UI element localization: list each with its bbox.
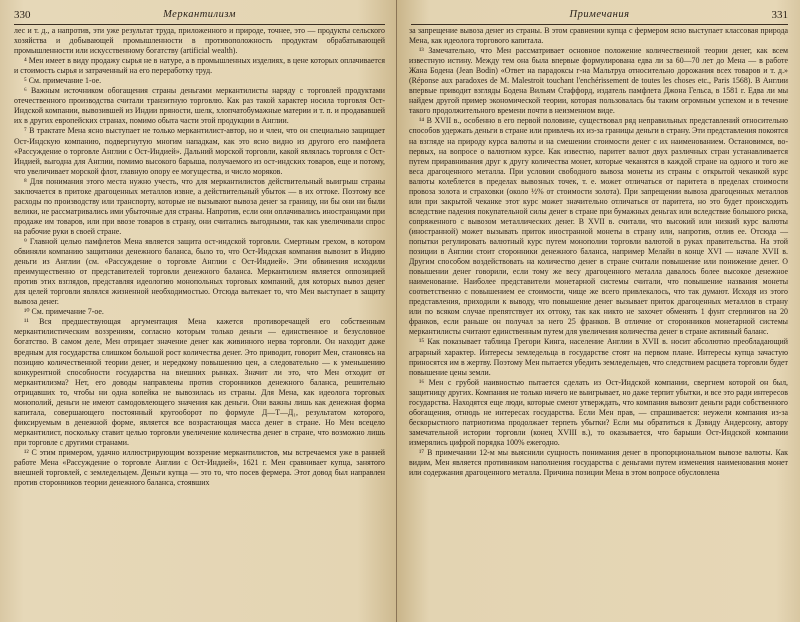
footnote-paragraph: ¹⁴ В XVII в., особенно в его первой половине, существовал ряд неправильных представлений относительно способов удержать деньги в стране или привлечь их из-за границы деньги в страну. Эти представления покоятся на взгляде на природу курса валюты и на смешении стоимости денег с их наименованием. Остановимся, во-первых, на вопросе о валютном курсе. Как известно, паритет валют двух различных стран устанавливается путем приравнивания друг к другу количества монет, которые чеканятся в каждой стране на одного и того же веса драгоценного металла. При условии свободного вывоза монеты из страны с открытой чеканкой курс валюты колеблется в пределах вывозных точек, т. е. может отличаться от паритета в пределах стоимости провоза золота и страховки (около ½% от стоимости золота). При запрещении вывоза драгоценных металлов или при закрытой чеканке этот курс может значительно отличаться от паритета, но это будет происходить вследствие падения покупательной силы денег в стране при бумажных деньгах или вследствие большого риска, сопряженного с вывозом металлических денег. В XVII в. считали, что высокий или низкий курс валюты (иностранной) может вызывать приток иностранной монеты в страну или, напротив, отлив ее. Отсюда — попытки регулировать валютный курс путем монополии торговли валютой в руках правительства. На этой позиции в Англии стоит сторонники денежного баланса, например Мелайн в конце XVI — начале XVII в. Другим способом воздействовать на количество денег в стране считали повышение или понижение денег. О повышении денег говорили, если тому же весу драгоценного металла давалось более высокое денежное наименование. Наиболее представители монетарной системы считали, что повышение названия монеты соответственно с повышением ее стоимости, чище же всего привлекалось, что так думают. Исходя из этого представления, приходили к выводу, что повышение денег вызывает приток драгоценных металлов в страну или по всяком случае препятствует их оттоку, так как никто не захочет обменять 1 фунт стерлингов на 20 франков, если раньше он получал за него 25 франков. В отличие от сторонников монетарной системы меркантилисты считают единственным путем для увеличения количества денег в стране активный баланс.: [409, 116, 788, 337]
left-running-head: [14, 8, 385, 25]
footnote-paragraph: за запрещение вывоза денег из страны. В этом сравнении купца с фермером ясно выступает классовая природа Мена, как идеолога торгового капитала.: [409, 26, 788, 46]
left-page: [0, 0, 397, 622]
footnote-paragraph: ⁹ Главной целью памфлетов Мена является защита ост-индской торговли. Смертным грехом, в котором обвиняли компанию защитники денежного баланса, было то, что Ост-Индская компания вывозит в Индию деньги из Англии (см. «Рассуждение о торговле Англии с Ост-Индией». Эти обвинения исходили преимущественно от представителей торговли денежного баланса. Меркантилизм является оппозицией против этих взглядов, представляя идеологию монопольных торговых компаний, для которых вывоз денег для целей торговли являлся жизненной необходимостью. Отсюда вытекает то, что Мен выступает в защиту вывоза денег.: [14, 236, 385, 307]
right-running-title: Примечания: [569, 9, 630, 20]
right-page: [397, 0, 800, 622]
footnote-paragraph: ⁵ См. примечание 1-ое.: [24, 76, 102, 86]
footnote-paragraph: ⁷ В трактате Мена ясно выступает не только меркантилист-автор, но и член, что он специально защищает Ост-Индскую компанию, подвергнутую многим нападкам, как это ясно видно из другого его памфлета «Рассуждение о торговле Англии с Ост-Индией». Дальний морской торговли, какой являлась торговля с Ост-Индией, выгодна для Англии, помимо высокого барыша, получаемого из ост-индских товаров, еще и потому, что увеличивает морской флот, главную опору ее могущества, и число моряков.: [14, 126, 385, 176]
footnote-paragraph: ¹¹ Вся предшествующая аргументация Мена кажется противоречащей его собственным меркантилистическим воззрениям, согласно которым только деньги — единственное и безусловное богатство. В самом деле, Мен отрицает значение денег как живинного нерва торговли. Он находит даже вредным для государства слишком большой рост количества денег. Это приводит, говорит Мен, становясь на позицию количественной теории денег, и нередкому повышению цен, а следовательно — к уменьшению конкурентной способности государства на внешних рынках. Значит ли это, что Мен отходит от меркантилизма? Нет, его доводы направлены против сторонников денежного баланса, решительно отрицавших то, чтобы ни одна копейка не вывозилась из страны. Для Мена, как идеолога торговых монополий, деньги не имеют самодовлеющего значения как деньги. Они важны лишь как денежная форма капитала, совершающего постоянный кругооборот по формуле Д—Т—Д₁, результатом которого, фиксируемым в денежной форме, является все возрастающая масса денег в стране. Но Мен всецело меркантилист, поскольку ставит целью торговли увеличение количества денег в стране, что возможно лишь при торговле с другими странами.: [14, 317, 385, 447]
footnote-paragraph: ¹² С этим примером, удачно иллюстрирующим воззрение меркантилистов, мы встречаемся уже в ранней работе Мена «Рассуждение о торговле Англии с Ост-Индией», 1621 г. Мен сравнивает купца, занятого внешней торговлей, с земледельцем. Деньги купца — это то, что посев фермера. Этот довод был направлен против сторонников теории денежного баланса, стоявших: [14, 447, 385, 488]
left-running-title: Меркантилизм: [163, 9, 236, 20]
left-page-number: 330: [14, 9, 31, 21]
footnote-paragraph: ¹⁷ В примечании 12-м мы выяснили сущность понимания денег в пропорциональном вывозе валюты. Как видим, Мен является противником наполнения государства с деньгами путем изменения наименования монет или содержания драгоценного металла. Причина позиции Мена в этом вопросе обусловлена: [409, 447, 788, 478]
right-page-number: 331: [771, 9, 788, 21]
footnote-paragraph: ¹⁶ Мен с грубой наивностью пытается сделать из Ост-Индской компании, свергнем которой он был, защитницу других. Компания не только ничего не выигрывает, но даже терпит убытки, и все это ради интересов государства. Находятся еще люди, которые смеют утверждать, что компания вывозит деньги ради собственного обогащения, отнюдь не интересах государства. Если Мен прав, — спрашивается: неужели компания из-за бескорыстного патриотизма продолжает терпеть убытки? Если мы обратиться к Дэвиду Андерсону, автору замечательной истории торговли (конец XVIII в.), то оказывается, что барыши Ост-Индской компании измерялись цифрой порядка 100% ежегодно.: [409, 377, 788, 447]
footnote-paragraph: ¹³ Замечательно, что Мен рассматривает основное положение количественной теории денег, как всем известную истину. Между тем она была впервые формулирована едва ли за 60—70 лет до Мена — в работе Жана Бодена (Jean Bodin) «Ответ на парадоксы г-на Мальтруа относительно дорожания всех товаров и т. д.» (Réponse aux paradoxes de M. Malestroit touchant l'enchérissement de toutes les choses etc., Paris 1568). В Англии впервые приводит взгляды Бодена Вильям Стаффорд, издатель памфлета Джона Гельса, в 1581 г. Едва ли мы найдем другой пример экономической теории, которая пользовалась бы таким огромным успехом и в течение такого продолжительного времени почти в неизменном виде.: [409, 46, 788, 116]
right-running-head: [411, 8, 788, 25]
footnote-paragraph: ¹⁵ Как показывает таблица Грегори Кинга, население Англии в XVII в. носит абсолютно преобладающий аграрный характер. Интересы земледельца в государстве стоят на первом плане. Интересы купца зачастую приносятся им в жертву. Поэтому Мен пытается убедить земледельцев, что следствием расцвета торговли будет повышение цены земли.: [409, 337, 788, 377]
left-body-text: [14, 26, 385, 488]
footnote-paragraph: ⁸ Для понимания этого места нужно учесть, что для меркантилистов действительный выигрыш страны заключается в притоке драгоценных металлов извне, а действительный убыток — в их оттоке. Поэтому все расходы по производству или транспорту, которые не вызывают вывоза денег за границу, ни бы они ни были велики, не рассматривались ими убыточные для страны. Напротив, если они оплачивались иностранцами при продаже им товаров, или при ввозе товаров в страну, они считались выгодными, так как увеличивали спрос на рабочие руки в своей стране.: [14, 176, 385, 236]
footnote-paragraph: лес и т. д., а напротив, эти уже результат труда, приложенного и природе, точнее, это — продукты сельского хозяйства и добывающей промышленности в противоположность продуктам обрабатывающей промышленности или искусственному богатству (artificial wealth).: [14, 26, 385, 56]
footnote-paragraph: ⁶ Важным источником обогащения страны деньгами меркантилисты наряду с торговлей продуктами отечественного производства считали транзитную торговлю. Как раз такой характер носила торговля Ост-Индской компании, вывозившей из Индии пряности, шелк, хлопчатобумажные материи и т. п. и продававшей их в других европейских странах, помимо обыта части этой продукции в Англии.: [14, 86, 385, 126]
footnote-paragraph: ⁴ Мен имеет в виду продажу сырья не в натуре, а в промышленных изделиях, в цене которых оплачивается и стоимость сырья и затраченный на его переработку труд.: [14, 56, 385, 76]
right-body-text: [409, 26, 788, 478]
footnote-paragraph: ¹⁰ См. примечание 7-ое.: [24, 307, 104, 317]
